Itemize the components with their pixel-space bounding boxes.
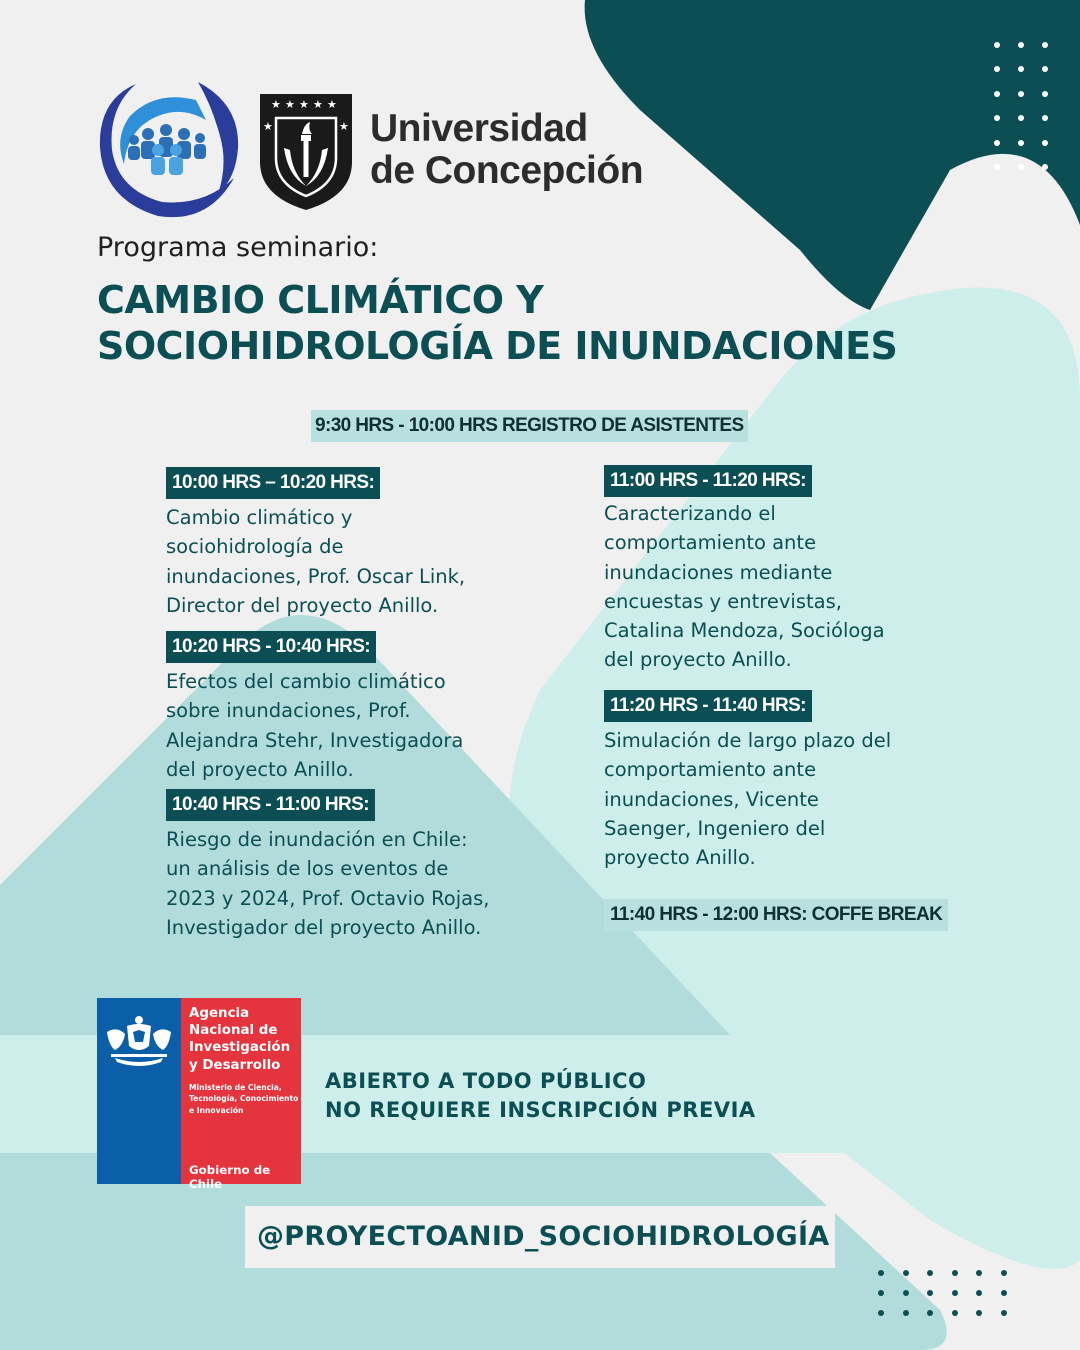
anid-name-line: Investigación [189, 1040, 291, 1056]
description-line: Alejandra Stehr, Investigadora [166, 728, 464, 752]
open-line1: ABIERTO A TODO PÚBLICO [325, 1069, 647, 1093]
coffee-break-chip: 11:40 HRS - 12:00 HRS: COFFE BREAK [604, 899, 948, 931]
session-description [604, 726, 964, 872]
description-line: sociohidrología de [166, 535, 344, 559]
time-chip: 11:20 HRS - 11:40 HRS: [604, 690, 812, 722]
schedule-item [604, 690, 964, 872]
description-line: Riesgo de inundación en Chile: [166, 828, 468, 851]
description-line: Efectos del cambio climático [166, 670, 446, 693]
title-line1: CAMBIO CLIMÁTICO Y [97, 278, 544, 322]
social-handle[interactable]: @PROYECTOANID_SOCIOHIDROLOGÍA [257, 1221, 830, 1252]
university-name [370, 108, 643, 192]
schedule-item [166, 631, 526, 784]
session-description [166, 825, 546, 942]
session-description [604, 499, 964, 675]
svg-text:★: ★ [313, 98, 323, 111]
anid-name-line: y Desarrollo [189, 1057, 281, 1073]
anid-name-line: Agencia [189, 1006, 250, 1021]
schedule-left-column-2 [166, 631, 526, 784]
description-line: encuestas y entrevistas, [604, 589, 842, 613]
description-line: proyecto Anillo. [604, 846, 756, 870]
description-line: del proyecto Anillo. [166, 757, 354, 781]
time-chip: 10:40 HRS - 11:00 HRS: [166, 789, 375, 821]
registration-chip: 9:30 HRS - 10:00 HRS REGISTRO DE ASISTENTES [311, 410, 748, 442]
university-shield-icon [258, 92, 354, 212]
description-line: Simulación de largo plazo del [604, 729, 892, 752]
description-line: 2023 y 2024, Prof. Octavio Rojas, [166, 886, 490, 910]
university-name-line1: Universidad [370, 107, 588, 150]
schedule-right-column-2 [604, 690, 964, 872]
description-line: inundaciones, Vicente [604, 787, 819, 811]
time-chip: 11:00 HRS - 11:20 HRS: [604, 465, 812, 497]
svg-text:★: ★ [271, 98, 281, 111]
description-line: un análisis de los eventos de [166, 857, 449, 881]
anid-ministry-line: Ministerio de Ciencia, [189, 1083, 282, 1092]
session-description [166, 503, 526, 620]
schedule-left-column-3 [166, 789, 546, 942]
anid-ministry [189, 1082, 298, 1116]
open-to-public-notice [325, 1067, 756, 1125]
schedule-left-column [166, 467, 526, 620]
social-handle-box [245, 1206, 835, 1268]
time-chip: 10:00 HRS – 10:20 HRS: [166, 467, 380, 499]
decorative-dots-top [994, 42, 1066, 188]
description-line: del proyecto Anillo. [604, 648, 792, 672]
svg-text:★: ★ [339, 120, 349, 133]
anid-name [189, 1005, 290, 1074]
svg-text:★: ★ [263, 120, 273, 133]
anid-logo-blue [97, 998, 181, 1184]
anid-logo [97, 998, 301, 1191]
title-line2: SOCIOHIDROLOGÍA DE INUNDACIONES [97, 324, 898, 368]
svg-text:★: ★ [285, 98, 295, 111]
anid-ministry-line: Tecnología, Conocimiento [189, 1094, 299, 1104]
decorative-dots-bottom [878, 1270, 1025, 1330]
page-title [97, 277, 897, 369]
description-line: inundaciones, Prof. Oscar Link, [166, 564, 466, 588]
description-line: Investigador del proyecto Anillo. [166, 915, 482, 939]
schedule-item [166, 467, 526, 620]
svg-text:★: ★ [327, 98, 337, 111]
description-line: sobre inundaciones, Prof. [166, 699, 411, 723]
anid-government: Gobierno de Chile [189, 1163, 271, 1191]
program-subtitle: Programa seminario: [97, 232, 379, 263]
description-line: Catalina Mendoza, Socióloga [604, 619, 885, 643]
description-line: inundaciones mediante [604, 560, 833, 584]
description-line: Saenger, Ingeniero del [604, 816, 826, 840]
schedule-item [604, 465, 964, 675]
chilean-coat-of-arms-icon [97, 1006, 181, 1076]
session-description [166, 667, 526, 784]
anid-ministry-line: e Innovación [189, 1105, 244, 1115]
schedule-right-column [604, 465, 964, 675]
description-line: Director del proyecto Anillo. [166, 593, 439, 617]
anid-name-line: Nacional de [189, 1023, 278, 1039]
description-line: Caracterizando el [604, 502, 776, 525]
schedule-item [166, 789, 546, 942]
description-line: comportamiento ante [604, 758, 817, 782]
description-line: comportamiento ante [604, 531, 817, 555]
open-line2: NO REQUIERE INSCRIPCIÓN PREVIA [325, 1098, 756, 1122]
project-logo-icon [96, 78, 242, 220]
time-chip: 10:20 HRS - 10:40 HRS: [166, 631, 376, 663]
svg-text:★: ★ [299, 98, 309, 111]
description-line: Cambio climático y [166, 506, 353, 529]
university-name-line2: de Concepción [370, 149, 644, 192]
